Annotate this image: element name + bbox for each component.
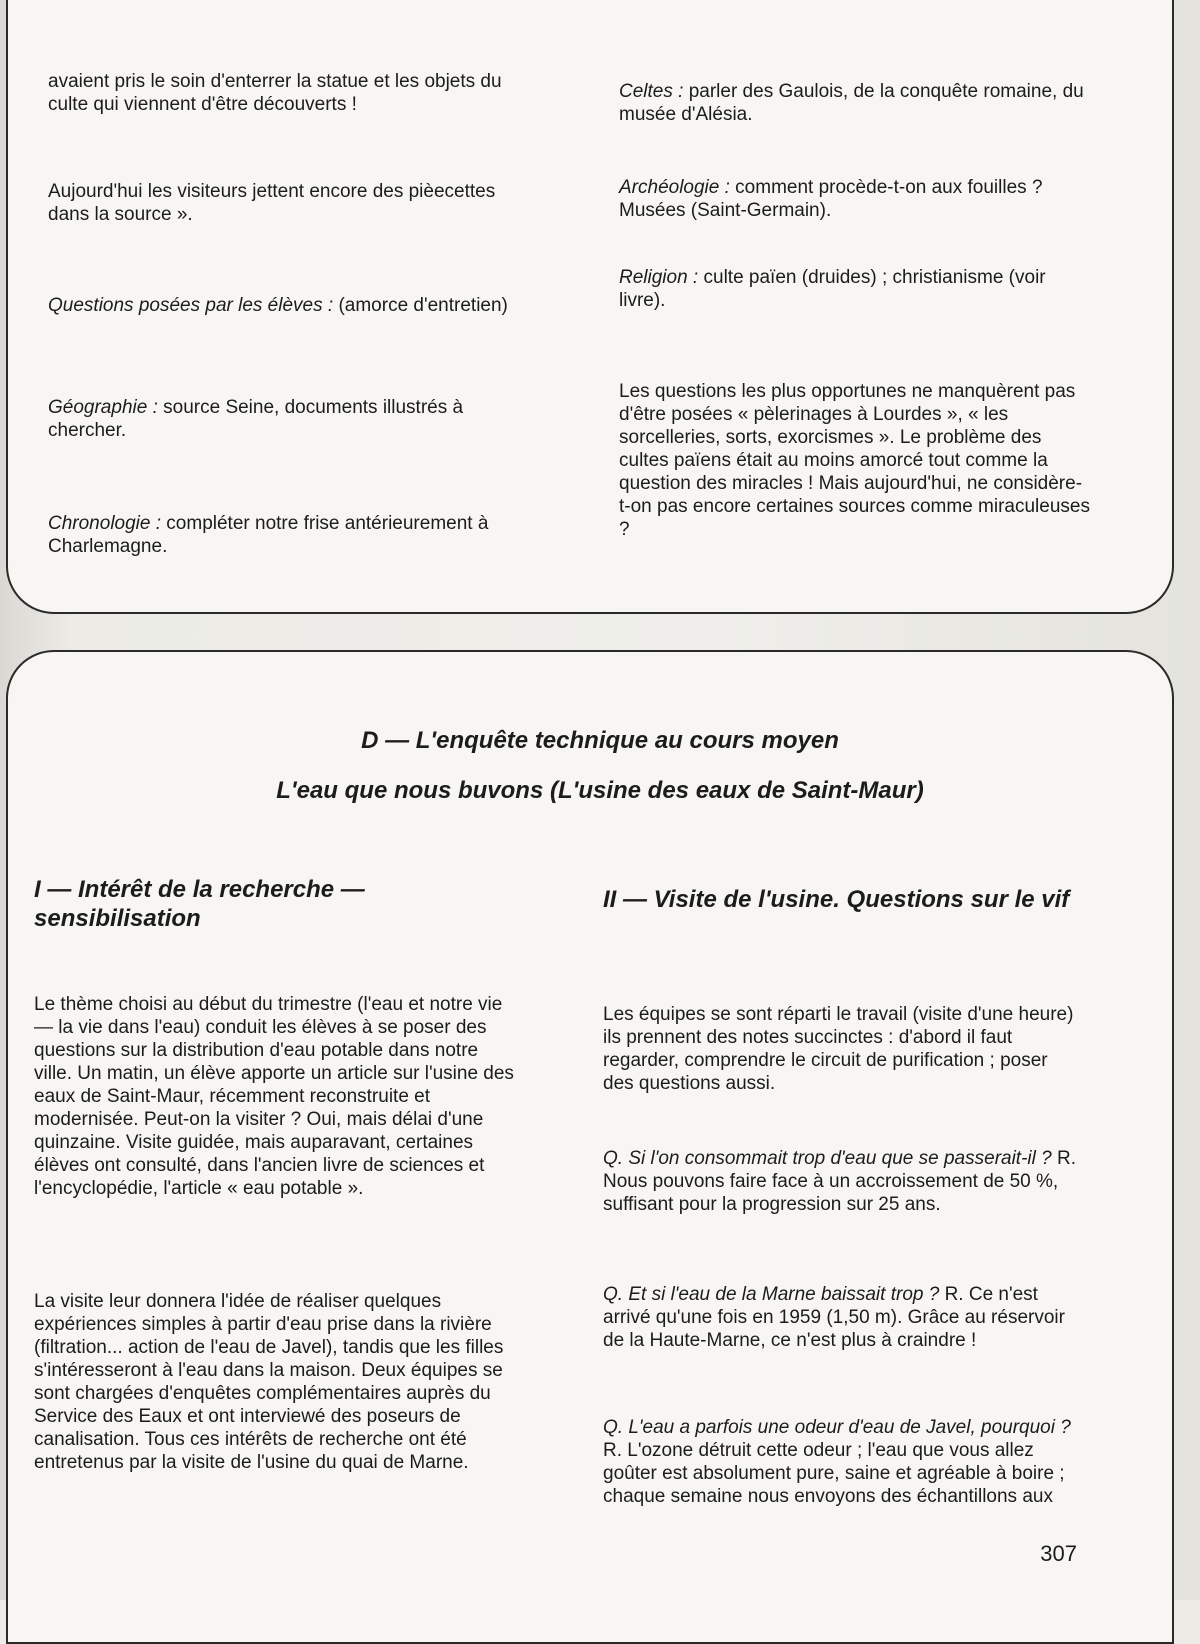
page-number: 307 [1040, 1541, 1077, 1566]
questions-label-block [48, 294, 526, 317]
paragraph-text: La visite leur donnera l'idée de réaliser quelques expériences simples à partir d'eau prise dans la rivière (filtration... action de l'eau de Javel), tandis que les filles s'intéresseront à l'eau dans la maison. Deux équipes se sont chargées d'enquêtes complémentaires auprès du Service des Eaux et ont interviewé des poseurs de canalisation. Tous ces intérêts de recherche ont été entretenus par la visite de l'usine du quai de Marne. [34, 1291, 504, 1473]
answer: R. L'ozone détruit cette odeur ; l'eau que vous allez goûter est absolument pure, saine et agréable à boire ; chaque semaine nous envoyons des échantillons aux [603, 1440, 1065, 1507]
bottom-left-column [34, 875, 516, 1535]
questions-label: Questions posées par les élèves : [48, 295, 334, 316]
paragraph [34, 1290, 516, 1474]
archeology-label: Archéologie : [619, 177, 730, 198]
archeology-block [619, 176, 1091, 222]
paragraph [48, 70, 526, 116]
chronology-label: Chronologie : [48, 513, 162, 534]
question: Q. Si l'on consommait trop d'eau que se passerait-il ? [603, 1148, 1052, 1169]
paragraph-text: Les équipes se sont réparti le travail (visite d'une heure) ils prennent des notes succinctes : d'abord il faut regarder, comprendre le circuit de purification ; poser des questions aussi. [603, 1004, 1074, 1094]
paragraph [34, 993, 516, 1200]
answer: R. Nous pouvons faire face à un accroissement de 50 %, suffisant pour la progression sur 25 ans. [603, 1148, 1076, 1215]
top-right-column [619, 80, 1091, 580]
paragraph-text: Le thème choisi au début du trimestre (l'eau et notre vie — la vie dans l'eau) conduit les élèves à se poser des questions sur la distribution d'eau potable dans notre ville. Un matin, un élève apporte un article sur l'usine des eaux de Saint-Maur, récemment reconstruite et modernisée. Peut-on la visiter ? Oui, mais délai d'une quinzaine. Visite guidée, mais auparavant, certaines élèves ont consulté, dans l'ancien livre de sciences et l'encyclopédie, l'article « eau potable ». [34, 994, 514, 1199]
section-title: I — Intérêt de la recherche — sensibilisation [34, 876, 365, 932]
qa-block [603, 1147, 1083, 1216]
top-left-column [48, 70, 526, 590]
questions-text: (amorce d'entretien) [333, 295, 508, 316]
chronology-block [48, 512, 526, 558]
paragraph-text: avaient pris le soin d'enterrer la statue et les objets du culte qui viennent d'être découverts ! [48, 71, 502, 115]
question: Q. L'eau a parfois une odeur d'eau de Javel, pourquoi ? [603, 1417, 1071, 1438]
section-title-block [34, 875, 516, 933]
celtes-block [619, 80, 1091, 126]
religion-label: Religion : [619, 267, 699, 288]
section-heading: D — L'enquête technique au cours moyen [361, 727, 839, 754]
geography-text: source Seine, documents illustrés à chercher. [48, 397, 464, 441]
paragraph [48, 180, 526, 226]
paragraph [619, 380, 1091, 541]
geography-block [48, 396, 526, 442]
section-title-block [603, 885, 1083, 914]
question: Q. Et si l'eau de la Marne baissait trop ? [603, 1284, 940, 1305]
answer: R. Ce n'est arrivé qu'une fois en 1959 (1,50 m). Grâce au réservoir de la Haute-Marne, ce n'est plus à craindre ! [603, 1284, 1065, 1351]
qa-block [603, 1416, 1083, 1508]
qa-block [603, 1283, 1083, 1352]
celtes-text: parler des Gaulois, de la conquête romaine, du musée d'Alésia. [619, 81, 1084, 125]
bottom-right-column [603, 885, 1083, 1535]
section-subheading: L'eau que nous buvons (L'usine des eaux de Saint-Maur) [276, 777, 924, 804]
celtes-label: Celtes : [619, 81, 684, 102]
chronology-text: compléter notre frise antérieurement à Charlemagne. [48, 513, 489, 557]
religion-text: culte païen (druides) ; christianisme (voir livre). [619, 267, 1046, 311]
paragraph [603, 1003, 1083, 1095]
paragraph-text: Les questions les plus opportunes ne manquèrent pas d'être posées « pèlerinages à Lourdes », « les sorcelleries, sorts, exorcismes ». Le problème des cultes païens était au moins amorcé tout comme la question des miracles ! Mais aujourd'hui, ne considère-t-on pas encore certaines sources comme miraculeuses ? [619, 381, 1090, 540]
paragraph-text: Aujourd'hui les visiteurs jettent encore des pièecettes dans la source ». [48, 181, 496, 225]
religion-block [619, 266, 1091, 312]
archeology-text: comment procède-t-on aux fouilles ? Musées (Saint-Germain). [619, 177, 1043, 221]
geography-label: Géographie : [48, 397, 158, 418]
section-title: II — Visite de l'usine. Questions sur le vif [603, 886, 1070, 913]
